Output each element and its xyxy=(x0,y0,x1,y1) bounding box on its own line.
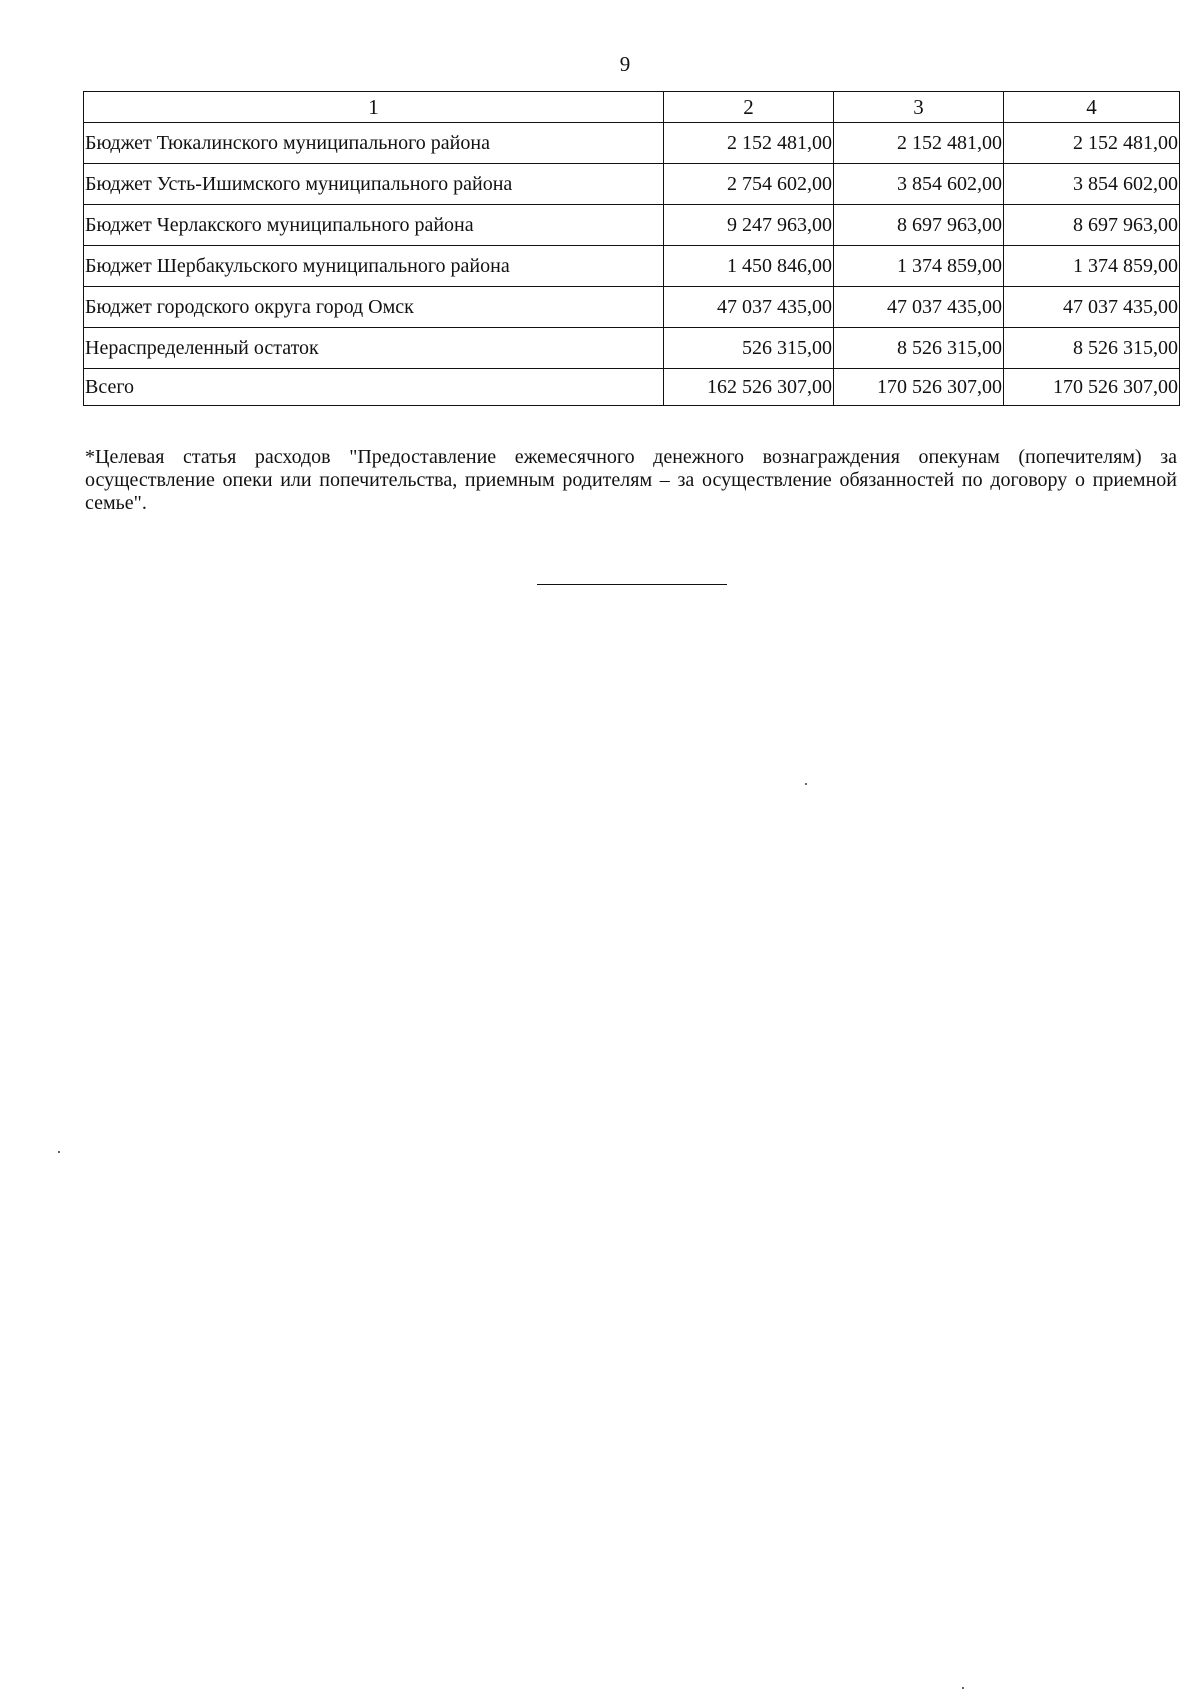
row-name: Бюджет Усть-Ишимского муниципального района xyxy=(84,164,664,205)
row-value-col2: 2 754 602,00 xyxy=(664,164,834,205)
row-value-col3: 47 037 435,00 xyxy=(834,287,1004,328)
scan-speck xyxy=(58,1151,60,1153)
table-row xyxy=(84,164,1180,205)
row-name: Бюджет Черлакского муниципального района xyxy=(84,205,664,246)
table-row xyxy=(84,246,1180,287)
row-value-col3: 3 854 602,00 xyxy=(834,164,1004,205)
total-value-col2: 162 526 307,00 xyxy=(664,369,834,406)
page-number: 9 xyxy=(619,52,631,76)
row-name: Бюджет Тюкалинского муниципального района xyxy=(84,123,664,164)
row-value-col4: 1 374 859,00 xyxy=(1004,246,1180,287)
divider-line xyxy=(537,584,727,585)
row-value-col4: 8 697 963,00 xyxy=(1004,205,1180,246)
budget-table xyxy=(83,91,1180,406)
row-value-col2: 1 450 846,00 xyxy=(664,246,834,287)
row-name: Нераспределенный остаток xyxy=(84,328,664,369)
row-value-col2: 2 152 481,00 xyxy=(664,123,834,164)
table-row xyxy=(84,287,1180,328)
total-value-col4: 170 526 307,00 xyxy=(1004,369,1180,406)
row-value-col3: 2 152 481,00 xyxy=(834,123,1004,164)
row-value-col4: 47 037 435,00 xyxy=(1004,287,1180,328)
scan-speck xyxy=(962,1687,964,1689)
row-value-col2: 526 315,00 xyxy=(664,328,834,369)
column-header-2: 2 xyxy=(664,92,834,123)
table-row xyxy=(84,328,1180,369)
row-value-col4: 3 854 602,00 xyxy=(1004,164,1180,205)
column-header-1: 1 xyxy=(84,92,664,123)
row-value-col4: 8 526 315,00 xyxy=(1004,328,1180,369)
table-header-row xyxy=(84,92,1180,123)
row-value-col2: 47 037 435,00 xyxy=(664,287,834,328)
row-name: Бюджет городского округа город Омск xyxy=(84,287,664,328)
row-value-col3: 1 374 859,00 xyxy=(834,246,1004,287)
table-row xyxy=(84,123,1180,164)
row-value-col2: 9 247 963,00 xyxy=(664,205,834,246)
total-label: Всего xyxy=(84,369,664,406)
row-name: Бюджет Шербакульского муниципального района xyxy=(84,246,664,287)
footnote: *Целевая статья расходов "Предоставление ежемесячного денежного вознаграждения опекунам (попечителям) за осуществление опеки или попечительства, приемным родителям – за осуществление обязанностей по договору о приемной семье". xyxy=(85,446,1177,514)
column-header-3: 3 xyxy=(834,92,1004,123)
row-value-col3: 8 526 315,00 xyxy=(834,328,1004,369)
column-header-4: 4 xyxy=(1004,92,1180,123)
scan-speck xyxy=(805,783,807,785)
row-value-col4: 2 152 481,00 xyxy=(1004,123,1180,164)
row-value-col3: 8 697 963,00 xyxy=(834,205,1004,246)
total-row xyxy=(84,369,1180,406)
table-row xyxy=(84,205,1180,246)
total-value-col3: 170 526 307,00 xyxy=(834,369,1004,406)
